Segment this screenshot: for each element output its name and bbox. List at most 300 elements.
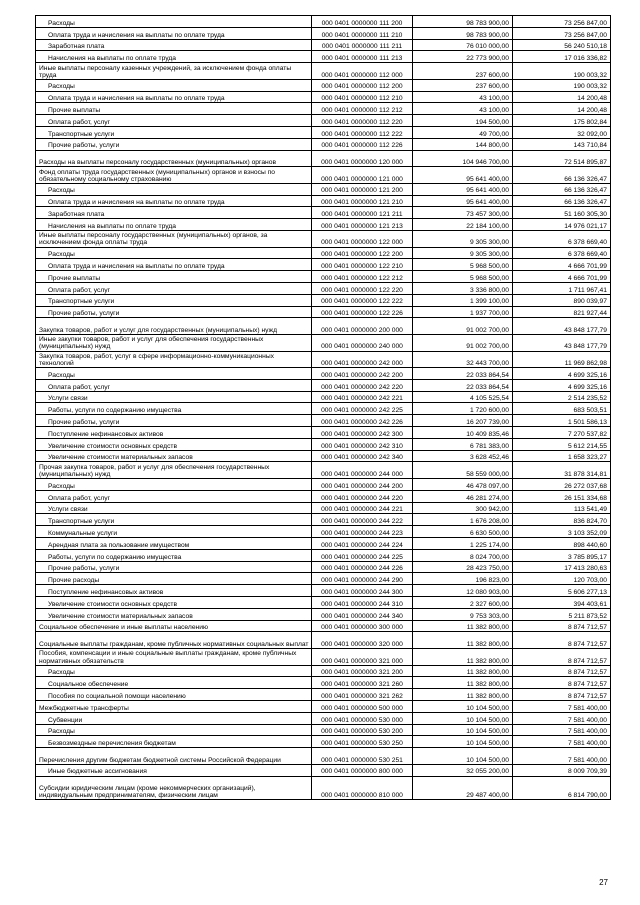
row-name-cell: Субвенции xyxy=(36,712,312,724)
table-row xyxy=(36,27,611,39)
row-name-cell: Межбюджетные трансферты xyxy=(36,701,312,713)
row-executed-cell: 8 874 712,57 xyxy=(513,677,611,689)
row-approved-cell: 11 382 800,00 xyxy=(413,649,513,666)
row-approved-cell: 22 033 864,54 xyxy=(413,368,513,380)
row-name-cell: Расходы на выплаты персоналу государственных (муниципальных) органов xyxy=(36,150,312,167)
row-approved-cell: 9 753 303,00 xyxy=(413,608,513,620)
row-executed-cell: 66 136 326,47 xyxy=(513,195,611,207)
row-code-cell: 000 0401 0000000 111 210 xyxy=(312,27,413,39)
row-approved-cell: 95 641 400,00 xyxy=(413,183,513,195)
row-approved-cell: 144 800,00 xyxy=(413,138,513,150)
row-approved-cell: 22 033 864,54 xyxy=(413,379,513,391)
row-name-cell: Прочие работы, услуги xyxy=(36,138,312,150)
table-row xyxy=(36,219,611,231)
row-executed-cell: 7 581 400,00 xyxy=(513,724,611,736)
row-code-cell: 000 0401 0000000 112 210 xyxy=(312,91,413,103)
table-row xyxy=(36,549,611,561)
row-code-cell: 000 0401 0000000 242 310 xyxy=(312,438,413,450)
row-code-cell: 000 0401 0000000 111 211 xyxy=(312,39,413,51)
row-name-cell: Прочие расходы xyxy=(36,573,312,585)
row-name-cell: Пособия по социальной помощи населению xyxy=(36,689,312,701)
row-name-cell: Субсидии юридическим лицам (кроме некоммерческих организаций), индивидуальным предпринимателям, физическим лицам xyxy=(36,776,312,800)
row-name-cell: Расходы xyxy=(36,665,312,677)
row-executed-cell: 17 413 280,63 xyxy=(513,561,611,573)
row-executed-cell: 51 160 305,30 xyxy=(513,207,611,219)
table-row xyxy=(36,438,611,450)
row-approved-cell: 11 382 800,00 xyxy=(413,677,513,689)
row-code-cell: 000 0401 0000000 111 200 xyxy=(312,16,413,28)
row-executed-cell: 836 824,70 xyxy=(513,514,611,526)
row-executed-cell: 66 136 326,47 xyxy=(513,167,611,184)
row-approved-cell: 237 600,00 xyxy=(413,63,513,80)
table-row xyxy=(36,259,611,271)
row-executed-cell: 11 969 862,98 xyxy=(513,351,611,368)
row-approved-cell: 10 104 500,00 xyxy=(413,736,513,748)
table-row xyxy=(36,597,611,609)
row-code-cell: 000 0401 0000000 242 000 xyxy=(312,351,413,368)
table-row xyxy=(36,282,611,294)
table-row xyxy=(36,150,611,167)
row-code-cell: 000 0401 0000000 244 300 xyxy=(312,585,413,597)
row-executed-cell: 6 378 669,40 xyxy=(513,247,611,259)
row-executed-cell: 890 039,97 xyxy=(513,294,611,306)
row-approved-cell: 1 225 174,00 xyxy=(413,538,513,550)
row-approved-cell: 43 100,00 xyxy=(413,103,513,115)
budget-execution-table xyxy=(35,15,611,800)
row-code-cell: 000 0401 0000000 112 226 xyxy=(312,138,413,150)
row-code-cell: 000 0401 0000000 244 222 xyxy=(312,514,413,526)
row-name-cell: Оплата работ, услуг xyxy=(36,490,312,502)
row-code-cell: 000 0401 0000000 121 211 xyxy=(312,207,413,219)
row-executed-cell: 190 003,32 xyxy=(513,79,611,91)
row-approved-cell: 95 641 400,00 xyxy=(413,195,513,207)
table-row xyxy=(36,351,611,368)
row-approved-cell: 10 104 500,00 xyxy=(413,748,513,765)
table-row xyxy=(36,115,611,127)
row-code-cell: 000 0401 0000000 300 000 xyxy=(312,620,413,632)
row-approved-cell: 76 010 000,00 xyxy=(413,39,513,51)
table-row xyxy=(36,318,611,335)
row-executed-cell: 26 151 334,68 xyxy=(513,490,611,502)
table-row xyxy=(36,677,611,689)
table-row xyxy=(36,368,611,380)
row-name-cell: Прочие работы, услуги xyxy=(36,415,312,427)
row-name-cell: Увеличение стоимости основных средств xyxy=(36,438,312,450)
row-executed-cell: 31 878 314,81 xyxy=(513,462,611,479)
row-approved-cell: 12 080 903,00 xyxy=(413,585,513,597)
row-executed-cell: 17 016 336,82 xyxy=(513,51,611,63)
row-approved-cell: 32 443 700,00 xyxy=(413,351,513,368)
row-name-cell: Транспортные услуги xyxy=(36,294,312,306)
row-name-cell: Закупка товаров, работ и услуг для государственных (муниципальных) нужд xyxy=(36,318,312,335)
table-row xyxy=(36,462,611,479)
table-row xyxy=(36,63,611,80)
table-row xyxy=(36,415,611,427)
row-executed-cell: 7 581 400,00 xyxy=(513,748,611,765)
row-name-cell: Прочая закупка товаров, работ и услуг для обеспечения государственных (муниципальных) нужд xyxy=(36,462,312,479)
row-name-cell: Увеличение стоимости основных средств xyxy=(36,597,312,609)
table-row xyxy=(36,79,611,91)
row-code-cell: 000 0401 0000000 244 221 xyxy=(312,502,413,514)
row-name-cell: Расходы xyxy=(36,368,312,380)
row-approved-cell: 58 559 000,00 xyxy=(413,462,513,479)
row-name-cell: Иные бюджетные ассигнования xyxy=(36,764,312,776)
table-row xyxy=(36,379,611,391)
row-name-cell: Оплата работ, услуг xyxy=(36,379,312,391)
table-row xyxy=(36,51,611,63)
row-name-cell: Расходы xyxy=(36,479,312,491)
row-name-cell: Работы, услуги по содержанию имущества xyxy=(36,403,312,415)
table-row xyxy=(36,479,611,491)
row-name-cell: Пособия, компенсации и иные социальные выплаты гражданам, кроме публичных нормативных обязательств xyxy=(36,649,312,666)
row-name-cell: Поступление нефинансовых активов xyxy=(36,427,312,439)
row-executed-cell: 72 514 895,87 xyxy=(513,150,611,167)
table-row xyxy=(36,538,611,550)
row-executed-cell: 190 003,32 xyxy=(513,63,611,80)
table-row xyxy=(36,183,611,195)
row-executed-cell: 66 136 326,47 xyxy=(513,183,611,195)
row-name-cell: Услуги связи xyxy=(36,502,312,514)
row-name-cell: Расходы xyxy=(36,247,312,259)
row-executed-cell: 4 699 325,16 xyxy=(513,368,611,380)
table-row xyxy=(36,764,611,776)
row-name-cell: Безвозмездные перечисления бюджетам xyxy=(36,736,312,748)
table-row xyxy=(36,39,611,51)
row-approved-cell: 2 327 600,00 xyxy=(413,597,513,609)
table-row xyxy=(36,689,611,701)
row-code-cell: 000 0401 0000000 112 220 xyxy=(312,115,413,127)
row-code-cell: 000 0401 0000000 242 221 xyxy=(312,391,413,403)
row-approved-cell: 104 946 700,00 xyxy=(413,150,513,167)
row-executed-cell: 73 256 847,00 xyxy=(513,27,611,39)
row-name-cell: Закупка товаров, работ, услуг в сфере информационно-коммуникационных технологий xyxy=(36,351,312,368)
row-name-cell: Иные выплаты персоналу казенных учреждений, за исключением фонда оплаты труда xyxy=(36,63,312,80)
table-row xyxy=(36,126,611,138)
table-row xyxy=(36,701,611,713)
table-row xyxy=(36,561,611,573)
row-code-cell: 000 0401 0000000 244 310 xyxy=(312,597,413,609)
row-code-cell: 000 0401 0000000 244 226 xyxy=(312,561,413,573)
row-approved-cell: 6 781 383,00 xyxy=(413,438,513,450)
page-number: 27 xyxy=(599,878,608,887)
row-executed-cell: 2 514 235,52 xyxy=(513,391,611,403)
table-row xyxy=(36,167,611,184)
row-code-cell: 000 0401 0000000 240 000 xyxy=(312,334,413,351)
row-executed-cell: 1 658 323,27 xyxy=(513,450,611,462)
row-code-cell: 000 0401 0000000 111 213 xyxy=(312,51,413,63)
row-code-cell: 000 0401 0000000 320 000 xyxy=(312,632,413,649)
row-executed-cell: 143 710,84 xyxy=(513,138,611,150)
row-executed-cell: 7 581 400,00 xyxy=(513,712,611,724)
row-code-cell: 000 0401 0000000 244 220 xyxy=(312,490,413,502)
row-approved-cell: 5 968 500,00 xyxy=(413,259,513,271)
table-row xyxy=(36,271,611,283)
row-executed-cell: 26 272 037,68 xyxy=(513,479,611,491)
table-row xyxy=(36,207,611,219)
table-row xyxy=(36,748,611,765)
row-executed-cell: 4 666 701,99 xyxy=(513,259,611,271)
row-approved-cell: 1 399 100,00 xyxy=(413,294,513,306)
table-row xyxy=(36,230,611,247)
table-row xyxy=(36,450,611,462)
row-code-cell: 000 0401 0000000 112 000 xyxy=(312,63,413,80)
row-code-cell: 000 0401 0000000 244 340 xyxy=(312,608,413,620)
row-approved-cell: 5 968 500,00 xyxy=(413,271,513,283)
row-name-cell: Услуги связи xyxy=(36,391,312,403)
row-name-cell: Оплата труда и начисления на выплаты по оплате труда xyxy=(36,91,312,103)
row-executed-cell: 4 666 701,99 xyxy=(513,271,611,283)
row-approved-cell: 237 600,00 xyxy=(413,79,513,91)
row-executed-cell: 683 503,51 xyxy=(513,403,611,415)
table-row xyxy=(36,138,611,150)
row-executed-cell: 8 874 712,57 xyxy=(513,665,611,677)
row-code-cell: 000 0401 0000000 530 000 xyxy=(312,712,413,724)
row-code-cell: 000 0401 0000000 122 222 xyxy=(312,294,413,306)
row-executed-cell: 4 699 325,16 xyxy=(513,379,611,391)
table-row xyxy=(36,573,611,585)
row-code-cell: 000 0401 0000000 244 224 xyxy=(312,538,413,550)
row-code-cell: 000 0401 0000000 242 200 xyxy=(312,368,413,380)
row-name-cell: Оплата работ, услуг xyxy=(36,282,312,294)
row-approved-cell: 1 676 208,00 xyxy=(413,514,513,526)
row-executed-cell: 8 009 709,39 xyxy=(513,764,611,776)
row-name-cell: Прочие выплаты xyxy=(36,103,312,115)
row-code-cell: 000 0401 0000000 122 200 xyxy=(312,247,413,259)
row-code-cell: 000 0401 0000000 321 262 xyxy=(312,689,413,701)
row-code-cell: 000 0401 0000000 121 000 xyxy=(312,167,413,184)
table-row xyxy=(36,649,611,666)
row-executed-cell: 14 976 021,17 xyxy=(513,219,611,231)
row-name-cell: Поступление нефинансовых активов xyxy=(36,585,312,597)
row-code-cell: 000 0401 0000000 122 212 xyxy=(312,271,413,283)
row-executed-cell: 8 874 712,57 xyxy=(513,649,611,666)
table-body xyxy=(36,16,611,800)
row-approved-cell: 8 024 700,00 xyxy=(413,549,513,561)
row-name-cell: Расходы xyxy=(36,183,312,195)
row-approved-cell: 11 382 800,00 xyxy=(413,632,513,649)
row-name-cell: Транспортные услуги xyxy=(36,126,312,138)
table-row xyxy=(36,427,611,439)
table-row xyxy=(36,608,611,620)
row-code-cell: 000 0401 0000000 200 000 xyxy=(312,318,413,335)
row-approved-cell: 11 382 800,00 xyxy=(413,620,513,632)
row-approved-cell: 300 942,00 xyxy=(413,502,513,514)
table-row xyxy=(36,724,611,736)
row-approved-cell: 46 281 274,00 xyxy=(413,490,513,502)
row-executed-cell: 7 270 537,82 xyxy=(513,427,611,439)
row-code-cell: 000 0401 0000000 244 223 xyxy=(312,526,413,538)
row-executed-cell: 14 200,48 xyxy=(513,91,611,103)
row-executed-cell: 6 378 669,40 xyxy=(513,230,611,247)
row-name-cell: Социальные выплаты гражданам, кроме публичных нормативных социальных выплат xyxy=(36,632,312,649)
table-row xyxy=(36,247,611,259)
table-row xyxy=(36,103,611,115)
row-code-cell: 000 0401 0000000 242 220 xyxy=(312,379,413,391)
row-name-cell: Транспортные услуги xyxy=(36,514,312,526)
row-executed-cell: 8 874 712,57 xyxy=(513,620,611,632)
row-executed-cell: 43 848 177,79 xyxy=(513,334,611,351)
row-executed-cell: 56 240 510,18 xyxy=(513,39,611,51)
row-approved-cell: 16 207 739,00 xyxy=(413,415,513,427)
row-approved-cell: 196 823,00 xyxy=(413,573,513,585)
row-approved-cell: 22 184 100,00 xyxy=(413,219,513,231)
row-approved-cell: 10 409 835,46 xyxy=(413,427,513,439)
row-code-cell: 000 0401 0000000 500 000 xyxy=(312,701,413,713)
table-row xyxy=(36,490,611,502)
row-name-cell: Перечисления другим бюджетам бюджетной системы Российской Федерации xyxy=(36,748,312,765)
row-name-cell: Оплата труда и начисления на выплаты по оплате труда xyxy=(36,27,312,39)
row-name-cell: Работы, услуги по содержанию имущества xyxy=(36,549,312,561)
row-name-cell: Прочие работы, услуги xyxy=(36,306,312,318)
row-executed-cell: 73 256 847,00 xyxy=(513,16,611,28)
row-code-cell: 000 0401 0000000 810 000 xyxy=(312,776,413,800)
row-code-cell: 000 0401 0000000 122 210 xyxy=(312,259,413,271)
row-approved-cell: 98 783 900,00 xyxy=(413,16,513,28)
table-row xyxy=(36,306,611,318)
table-row xyxy=(36,403,611,415)
row-name-cell: Иные закупки товаров, работ и услуг для обеспечения государственных (муниципальных) нужд xyxy=(36,334,312,351)
row-code-cell: 000 0401 0000000 244 000 xyxy=(312,462,413,479)
row-code-cell: 000 0401 0000000 242 225 xyxy=(312,403,413,415)
row-executed-cell: 14 200,48 xyxy=(513,103,611,115)
row-approved-cell: 73 457 300,00 xyxy=(413,207,513,219)
table-row xyxy=(36,91,611,103)
row-code-cell: 000 0401 0000000 122 000 xyxy=(312,230,413,247)
row-approved-cell: 95 641 400,00 xyxy=(413,167,513,184)
row-approved-cell: 6 630 500,00 xyxy=(413,526,513,538)
row-approved-cell: 10 104 500,00 xyxy=(413,701,513,713)
row-approved-cell: 49 700,00 xyxy=(413,126,513,138)
table-row xyxy=(36,526,611,538)
table-row xyxy=(36,665,611,677)
table-row xyxy=(36,334,611,351)
row-name-cell: Расходы xyxy=(36,16,312,28)
row-executed-cell: 6 814 790,00 xyxy=(513,776,611,800)
row-approved-cell: 1 720 600,00 xyxy=(413,403,513,415)
row-code-cell: 000 0401 0000000 244 290 xyxy=(312,573,413,585)
row-name-cell: Оплата труда и начисления на выплаты по оплате труда xyxy=(36,259,312,271)
row-executed-cell: 1 711 967,41 xyxy=(513,282,611,294)
row-executed-cell: 8 874 712,57 xyxy=(513,632,611,649)
row-name-cell: Заработная плата xyxy=(36,39,312,51)
table-row xyxy=(36,294,611,306)
row-code-cell: 000 0401 0000000 321 260 xyxy=(312,677,413,689)
row-approved-cell: 98 783 900,00 xyxy=(413,27,513,39)
row-executed-cell: 3 785 895,17 xyxy=(513,549,611,561)
row-approved-cell: 11 382 800,00 xyxy=(413,689,513,701)
row-name-cell: Социальное обеспечение xyxy=(36,677,312,689)
row-code-cell: 000 0401 0000000 530 200 xyxy=(312,724,413,736)
row-name-cell: Социальное обеспечение и иные выплаты населению xyxy=(36,620,312,632)
row-executed-cell: 5 211 873,52 xyxy=(513,608,611,620)
row-executed-cell: 5 606 277,13 xyxy=(513,585,611,597)
table-row xyxy=(36,514,611,526)
row-code-cell: 000 0401 0000000 122 226 xyxy=(312,306,413,318)
row-executed-cell: 394 403,61 xyxy=(513,597,611,609)
row-code-cell: 000 0401 0000000 244 225 xyxy=(312,549,413,561)
row-code-cell: 000 0401 0000000 321 000 xyxy=(312,649,413,666)
row-name-cell: Увеличение стоимости материальных запасов xyxy=(36,608,312,620)
row-name-cell: Оплата труда и начисления на выплаты по оплате труда xyxy=(36,195,312,207)
row-approved-cell: 28 423 750,00 xyxy=(413,561,513,573)
row-code-cell: 000 0401 0000000 242 340 xyxy=(312,450,413,462)
row-approved-cell: 91 002 700,00 xyxy=(413,334,513,351)
row-executed-cell: 32 092,00 xyxy=(513,126,611,138)
row-approved-cell: 10 104 500,00 xyxy=(413,724,513,736)
row-approved-cell: 46 478 097,00 xyxy=(413,479,513,491)
row-name-cell: Прочие работы, услуги xyxy=(36,561,312,573)
table-row xyxy=(36,620,611,632)
row-approved-cell: 11 382 800,00 xyxy=(413,665,513,677)
table-row xyxy=(36,502,611,514)
table-row xyxy=(36,585,611,597)
row-name-cell: Начисления на выплаты по оплате труда xyxy=(36,51,312,63)
row-approved-cell: 3 336 800,00 xyxy=(413,282,513,294)
row-name-cell: Заработная плата xyxy=(36,207,312,219)
row-code-cell: 000 0401 0000000 122 220 xyxy=(312,282,413,294)
row-approved-cell: 43 100,00 xyxy=(413,91,513,103)
row-executed-cell: 175 802,84 xyxy=(513,115,611,127)
row-code-cell: 000 0401 0000000 321 200 xyxy=(312,665,413,677)
row-name-cell: Фонд оплаты труда государственных (муниципальных) органов и взносы по обязательному социальному страхованию xyxy=(36,167,312,184)
row-executed-cell: 120 703,00 xyxy=(513,573,611,585)
row-executed-cell: 898 440,60 xyxy=(513,538,611,550)
row-code-cell: 000 0401 0000000 242 226 xyxy=(312,415,413,427)
table-row xyxy=(36,16,611,28)
row-name-cell: Коммунальные услуги xyxy=(36,526,312,538)
row-name-cell: Начисления на выплаты по оплате труда xyxy=(36,219,312,231)
row-approved-cell: 1 937 700,00 xyxy=(413,306,513,318)
row-code-cell: 000 0401 0000000 800 000 xyxy=(312,764,413,776)
row-executed-cell: 5 612 214,55 xyxy=(513,438,611,450)
table-row xyxy=(36,632,611,649)
row-executed-cell: 3 103 352,09 xyxy=(513,526,611,538)
row-approved-cell: 22 773 900,00 xyxy=(413,51,513,63)
row-approved-cell: 9 305 300,00 xyxy=(413,247,513,259)
row-executed-cell: 821 927,44 xyxy=(513,306,611,318)
row-approved-cell: 4 105 525,54 xyxy=(413,391,513,403)
table-row xyxy=(36,736,611,748)
table-row xyxy=(36,195,611,207)
row-name-cell: Прочие выплаты xyxy=(36,271,312,283)
row-approved-cell: 194 500,00 xyxy=(413,115,513,127)
row-code-cell: 000 0401 0000000 121 200 xyxy=(312,183,413,195)
row-code-cell: 000 0401 0000000 120 000 xyxy=(312,150,413,167)
table-row xyxy=(36,776,611,800)
row-code-cell: 000 0401 0000000 121 210 xyxy=(312,195,413,207)
row-code-cell: 000 0401 0000000 112 222 xyxy=(312,126,413,138)
row-executed-cell: 113 541,49 xyxy=(513,502,611,514)
row-approved-cell: 3 628 452,46 xyxy=(413,450,513,462)
row-name-cell: Оплата работ, услуг xyxy=(36,115,312,127)
row-code-cell: 000 0401 0000000 244 200 xyxy=(312,479,413,491)
row-name-cell: Арендная плата за пользование имуществом xyxy=(36,538,312,550)
row-code-cell: 000 0401 0000000 530 251 xyxy=(312,748,413,765)
row-name-cell: Расходы xyxy=(36,724,312,736)
row-name-cell: Иные выплаты персоналу государственных (муниципальных) органов, за исключением фонда оплаты труда xyxy=(36,230,312,247)
row-executed-cell: 43 848 177,79 xyxy=(513,318,611,335)
row-code-cell: 000 0401 0000000 121 213 xyxy=(312,219,413,231)
row-code-cell: 000 0401 0000000 530 250 xyxy=(312,736,413,748)
row-executed-cell: 1 501 586,13 xyxy=(513,415,611,427)
row-code-cell: 000 0401 0000000 112 212 xyxy=(312,103,413,115)
row-code-cell: 000 0401 0000000 112 200 xyxy=(312,79,413,91)
table-row xyxy=(36,391,611,403)
table-row xyxy=(36,712,611,724)
row-executed-cell: 7 581 400,00 xyxy=(513,701,611,713)
row-approved-cell: 9 305 300,00 xyxy=(413,230,513,247)
row-approved-cell: 10 104 500,00 xyxy=(413,712,513,724)
